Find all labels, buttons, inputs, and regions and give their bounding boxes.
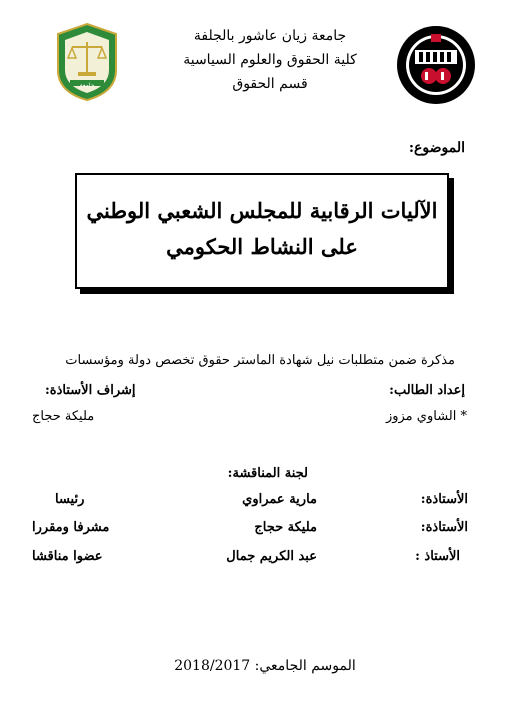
university-logo — [395, 20, 477, 110]
academic-year-value: 2018/2017 — [174, 658, 251, 674]
student-label: إعداد الطالب: — [389, 383, 465, 398]
thesis-title-line-2: على النشاط الحكومي — [166, 234, 358, 259]
committee-member-3-name: عبد الكريم جمال — [226, 549, 317, 564]
academic-year-label: الموسم الجامعي: — [254, 658, 356, 674]
faculty-name: كلية الحقوق والعلوم السياسية — [183, 52, 357, 68]
committee-member-1-title: الأستاذة: — [420, 492, 468, 507]
committee-member-1-role: رئيسا — [55, 492, 85, 507]
committee-member-1-name: مارية عمراوي — [242, 492, 317, 507]
university-emblem-icon — [395, 20, 477, 110]
committee-member-3-role: عضوا مناقشا — [32, 549, 103, 564]
faculty-logo-label: جامعة — [79, 82, 95, 89]
subject-label: الموضوع: — [408, 140, 465, 156]
committee-member-2-name: مليكة حجاج — [254, 520, 317, 535]
title-box — [75, 173, 449, 289]
thesis-title-line-1: الآليات الرقابية للمجلس الشعبي الوطني — [86, 198, 438, 223]
faculty-logo — [52, 22, 122, 102]
supervisor-name: مليكة حجاج — [32, 409, 95, 424]
department-name: قسم الحقوق — [232, 76, 308, 92]
committee-member-3-title: الأستاذ : — [415, 549, 460, 564]
academic-year — [0, 658, 530, 674]
committee-member-2-title: الأستاذة: — [420, 520, 468, 535]
university-name: جامعة زيان عاشور بالجلفة — [193, 28, 347, 44]
memo-description: مذكرة ضمن متطلبات نيل شهادة الماستر حقوق تخصص دولة ومؤسسات — [65, 353, 455, 368]
committee-title: لجنة المناقشة: — [227, 466, 308, 481]
committee-member-2-role: مشرفا ومقررا — [32, 520, 110, 535]
scales-of-justice-icon — [52, 22, 122, 102]
supervisor-label: إشراف الأستاذة: — [45, 383, 136, 398]
student-name: * الشاوي مزوز — [385, 409, 467, 424]
